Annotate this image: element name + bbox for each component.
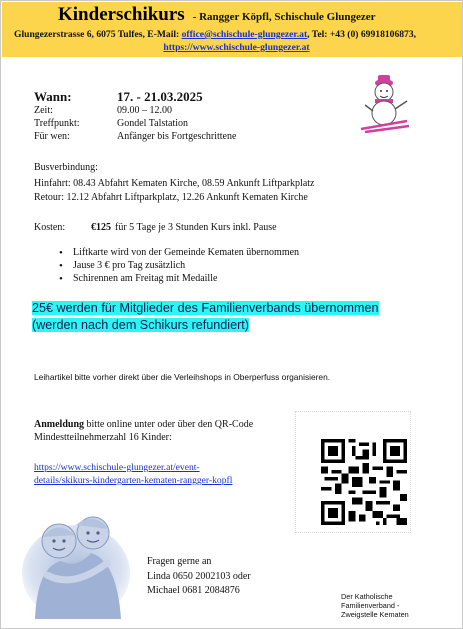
header-contact: [14, 28, 459, 54]
member-discount-highlight: [32, 300, 379, 334]
tel-label: , Tel:: [307, 29, 328, 40]
wann-label: Wann:: [34, 89, 72, 104]
header-banner: [2, 2, 462, 57]
email-link[interactable]: office@schischule-glungezer.at: [181, 29, 308, 40]
kosten-text: für 5 Tage je 3 Stunden Kurs inkl. Pause: [115, 222, 277, 233]
registration-link-block: [34, 461, 232, 487]
treffpunkt-value: Gondel Talstation: [117, 118, 189, 129]
contact-linda: Linda 0650 2002103 oder: [147, 570, 251, 582]
tel-number: +43 (0) 69918106873,: [329, 29, 417, 40]
page-subtitle: - Rangger Köpfl, Schischule Glungezer: [192, 11, 376, 23]
anmeldung-line: [34, 419, 253, 432]
kosten-label: Kosten:: [34, 222, 66, 233]
contact-block: [147, 555, 251, 599]
snowman-skier-icon: [351, 71, 415, 135]
registration-link[interactable]: https://www.schischule-glungezer.at/event- details/skikurs-kindergarten-kematen-rangger-kopfl: [34, 462, 233, 486]
children-photo: [21, 503, 131, 619]
fuer-wen-label: Für wen:: [34, 131, 70, 142]
wann-value: 17. - 21.03.2025: [117, 89, 203, 104]
bus-heading: Busverbindung:: [34, 162, 98, 173]
list-item: • Liftkarte wird von der Gemeinde Kematen übernommen: [59, 247, 299, 260]
fragen-line: Fragen gerne an: [147, 556, 212, 567]
bullet-list: [59, 247, 299, 285]
page-title: Kinderschikurs: [58, 4, 185, 25]
fuer-wen-value: Anfänger bis Fortgeschrittene: [117, 131, 237, 142]
zeit-value: 09.00 – 12.00: [117, 105, 172, 116]
bus-retour: Retour: 12.12 Abfahrt Liftparkplatz, 12.26 Ankunft Kematen Kirche: [34, 192, 308, 203]
qr-code-icon[interactable]: [321, 439, 407, 525]
contact-michael: Michael 0681 2084876: [147, 585, 240, 597]
list-item: • Jause 3 € pro Tag zusätzlich: [59, 260, 299, 273]
treffpunkt-label: Treffpunkt:: [34, 118, 80, 129]
leihartikel-note: Leihartikel bitte vorher direkt über die Verleihshops in Oberperfuss organisieren.: [34, 372, 331, 382]
zeit-label: Zeit:: [34, 105, 53, 116]
mindestteilnehmer: Mindestteilnehmerzahl 16 Kinder:: [34, 432, 172, 443]
anmeldung-text: bitte online unter oder über den QR-Code: [86, 419, 254, 430]
highlight-line-2: (werden nach dem Schikurs refundiert): [32, 318, 249, 332]
org-line-3: Zweigstelle Kematen: [341, 610, 409, 619]
list-item: • Schirennen am Freitag mit Medaille: [59, 273, 299, 286]
address-text: Glungezerstrasse 6, 6075 Tulfes, E-Mail:: [14, 29, 180, 40]
org-line-1: Der Katholische: [341, 592, 393, 601]
highlight-line-1: 25€ werden für Mitglieder des Familienverbands übernommen: [32, 301, 379, 315]
kosten-price: €125: [91, 222, 111, 233]
bus-hinfahrt: Hinfahrt: 08.43 Abfahrt Kematen Kirche, 08.59 Ankunft Liftparkplatz: [34, 178, 315, 189]
website-link[interactable]: https://www.schischule-glungezer.at: [163, 42, 310, 53]
organization-block: [341, 592, 409, 619]
org-line-2: Familienverband -: [341, 601, 400, 610]
anmeldung-bold: Anmeldung: [34, 419, 85, 430]
header-title-line: [58, 4, 376, 26]
